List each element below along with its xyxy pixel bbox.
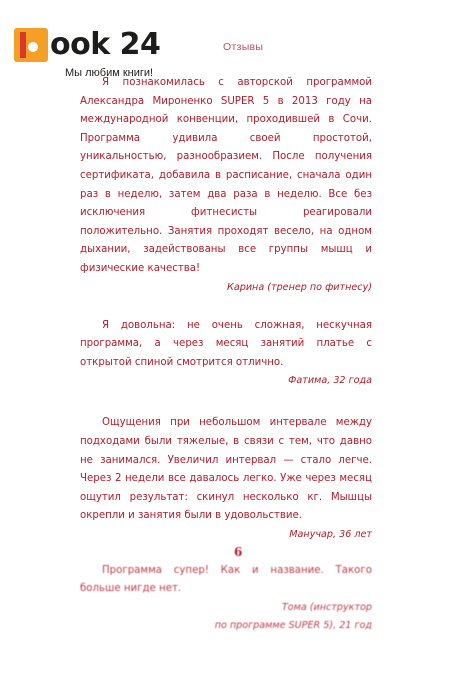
review-author: Фатима, 32 года bbox=[288, 375, 372, 387]
review-text: Я довольна: не очень сложная, нескучная программа, а через месяц занятий платье с открытой спиной смотрится отлично. bbox=[80, 319, 372, 368]
logo-text: ook 24 bbox=[50, 27, 161, 62]
review-author: по программе SUPER 5), 21 год bbox=[214, 620, 372, 632]
logo-tagline: Мы любим книги! bbox=[65, 67, 154, 79]
page-number: 6 bbox=[234, 545, 243, 559]
review-author: Карина (тренер по фитнесу) bbox=[227, 281, 372, 293]
logo-b-mark bbox=[14, 28, 48, 62]
book24-logo[interactable] bbox=[14, 28, 160, 62]
review-text: Программа супер! Как и название. Такого больше нигде нет. bbox=[80, 564, 372, 595]
review-author: Тома (инструктор bbox=[281, 602, 372, 614]
page-section-title: Отзывы bbox=[223, 41, 264, 53]
review-text: Я познакомилась с авторской программой Александра Мироненко SUPER 5 в 2013 году на международной конвенции, проходившей в Сочи. Программа удивила своей простотой, уникальностью, разнообразием. После получения сертификата, добавила в расписание, сначала один раз в неделю, затем два раза в неделю. Все без исключения фитнесисты реагировали положительно. Занятия проходят весело, на одном дыхании, задействованы все группы мышц и физические качества! bbox=[80, 77, 372, 274]
review-author: Манучар, 36 лет bbox=[289, 528, 372, 540]
logo-hole bbox=[28, 42, 38, 52]
reviews-content bbox=[80, 74, 372, 635]
logo-bar bbox=[20, 32, 26, 58]
blurred-review bbox=[80, 562, 372, 635]
review-text: Ощущения при небольшом интервале между подходами были тяжелые, в связи с тем, что давно не занимался. Увеличил интервал — стало легче. Через 2 недели все давалось легко. Уже через месяц ощутил результат: скинул несколько кг. Мышцы окрепли и занятия были в удовольствие. bbox=[80, 417, 372, 522]
